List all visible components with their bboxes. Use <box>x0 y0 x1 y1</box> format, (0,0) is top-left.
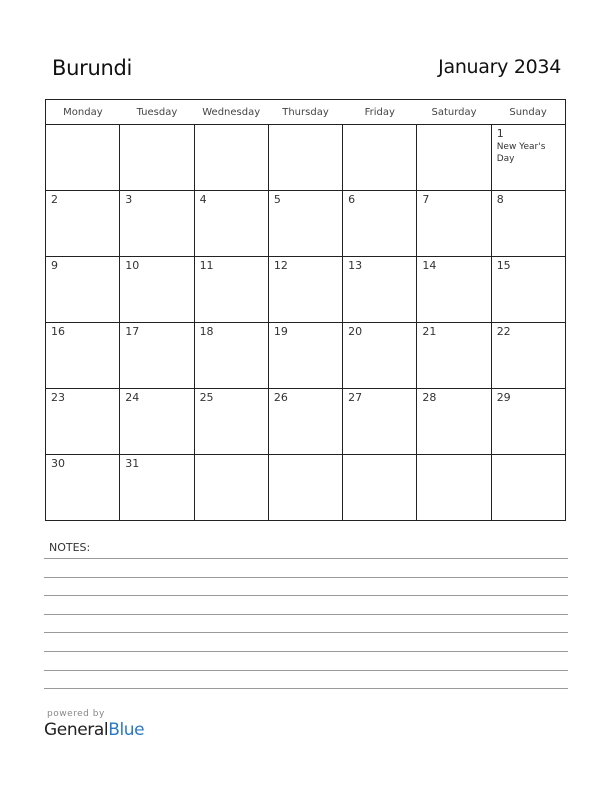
generalblue-logo <box>44 720 144 740</box>
day-cell[interactable] <box>343 389 417 455</box>
weekday-wednesday: Wednesday <box>194 100 268 125</box>
day-number: 7 <box>422 193 430 206</box>
day-number: 20 <box>348 325 363 338</box>
day-number: 31 <box>125 457 140 470</box>
day-cell[interactable] <box>491 389 565 455</box>
day-cell[interactable] <box>120 389 194 455</box>
day-number: 26 <box>273 391 288 404</box>
day-cell[interactable] <box>417 257 491 323</box>
weekday-header-row <box>46 100 566 125</box>
day-number: 16 <box>51 325 65 338</box>
day-cell[interactable] <box>417 125 491 191</box>
note-line <box>44 595 568 596</box>
day-cell[interactable] <box>491 323 565 389</box>
day-cell[interactable] <box>491 125 565 191</box>
note-line <box>44 651 568 652</box>
day-cell[interactable] <box>417 323 491 389</box>
note-line <box>44 632 568 633</box>
day-cell[interactable] <box>194 257 268 323</box>
day-number: 29 <box>496 391 511 404</box>
day-number: 2 <box>51 193 58 206</box>
note-line <box>44 614 568 615</box>
day-cell[interactable] <box>343 125 417 191</box>
note-line <box>44 577 568 578</box>
week-row <box>46 191 566 257</box>
week-row <box>46 455 566 521</box>
day-cell[interactable] <box>120 257 194 323</box>
day-number: 23 <box>51 391 65 404</box>
day-number: 13 <box>348 259 363 272</box>
day-number: 28 <box>422 391 437 404</box>
day-cell[interactable] <box>268 191 342 257</box>
day-number: 1 <box>496 127 504 140</box>
day-cell[interactable] <box>343 323 417 389</box>
day-cell[interactable] <box>343 191 417 257</box>
week-row <box>46 389 566 455</box>
note-line <box>44 558 568 559</box>
note-line <box>44 688 568 689</box>
day-number: 21 <box>422 325 437 338</box>
day-number: 4 <box>199 193 207 206</box>
weekday-monday: Monday <box>46 100 120 125</box>
day-number: 19 <box>273 325 288 338</box>
day-cell[interactable] <box>268 455 342 521</box>
day-cell[interactable] <box>46 455 120 521</box>
day-cell[interactable] <box>343 455 417 521</box>
day-cell[interactable] <box>46 323 120 389</box>
holiday-label: New Year's Day <box>496 142 546 164</box>
day-number: 15 <box>496 259 511 272</box>
powered-by-label: powered by <box>47 709 105 719</box>
day-cell[interactable] <box>194 323 268 389</box>
day-cell[interactable] <box>46 191 120 257</box>
brand-general: General <box>44 720 109 740</box>
day-number: 12 <box>273 259 288 272</box>
month-year-title: January 2034 <box>438 56 561 78</box>
day-number: 6 <box>348 193 356 206</box>
day-cell[interactable] <box>417 455 491 521</box>
day-cell[interactable] <box>120 323 194 389</box>
day-cell[interactable] <box>491 257 565 323</box>
day-cell[interactable] <box>194 125 268 191</box>
day-cell[interactable] <box>120 455 194 521</box>
day-number: 11 <box>199 259 214 272</box>
day-cell[interactable] <box>491 455 565 521</box>
week-row <box>46 323 566 389</box>
weekday-tuesday: Tuesday <box>120 100 194 125</box>
day-number: 24 <box>125 391 140 404</box>
day-cell[interactable] <box>194 191 268 257</box>
day-number: 14 <box>422 259 437 272</box>
day-cell[interactable] <box>194 455 268 521</box>
week-row <box>46 125 566 191</box>
day-cell[interactable] <box>268 389 342 455</box>
day-number: 18 <box>199 325 214 338</box>
day-cell[interactable] <box>417 389 491 455</box>
day-cell[interactable] <box>46 257 120 323</box>
day-cell[interactable] <box>120 125 194 191</box>
day-cell[interactable] <box>194 389 268 455</box>
weekday-friday: Friday <box>343 100 417 125</box>
day-number: 25 <box>199 391 214 404</box>
day-number: 27 <box>348 391 363 404</box>
weekday-saturday: Saturday <box>417 100 491 125</box>
day-number: 5 <box>273 193 281 206</box>
day-cell[interactable] <box>343 257 417 323</box>
day-cell[interactable] <box>268 257 342 323</box>
day-cell[interactable] <box>417 191 491 257</box>
country-title: Burundi <box>52 56 133 80</box>
day-cell[interactable] <box>268 125 342 191</box>
day-cell[interactable] <box>46 389 120 455</box>
day-number: 8 <box>496 193 504 206</box>
day-number: 9 <box>51 259 58 272</box>
day-number: 17 <box>125 325 140 338</box>
day-number: 30 <box>51 457 65 470</box>
day-number: 22 <box>496 325 511 338</box>
weekday-thursday: Thursday <box>268 100 342 125</box>
day-cell[interactable] <box>120 191 194 257</box>
day-number: 3 <box>125 193 133 206</box>
day-cell[interactable] <box>491 191 565 257</box>
day-number: 10 <box>125 259 140 272</box>
brand-blue: Blue <box>108 720 145 740</box>
weekday-sunday: Sunday <box>491 100 565 125</box>
calendar-grid <box>45 99 566 521</box>
day-cell[interactable] <box>46 125 120 191</box>
week-row <box>46 257 566 323</box>
note-line <box>44 670 568 671</box>
notes-label: NOTES: <box>49 541 91 554</box>
day-cell[interactable] <box>268 323 342 389</box>
